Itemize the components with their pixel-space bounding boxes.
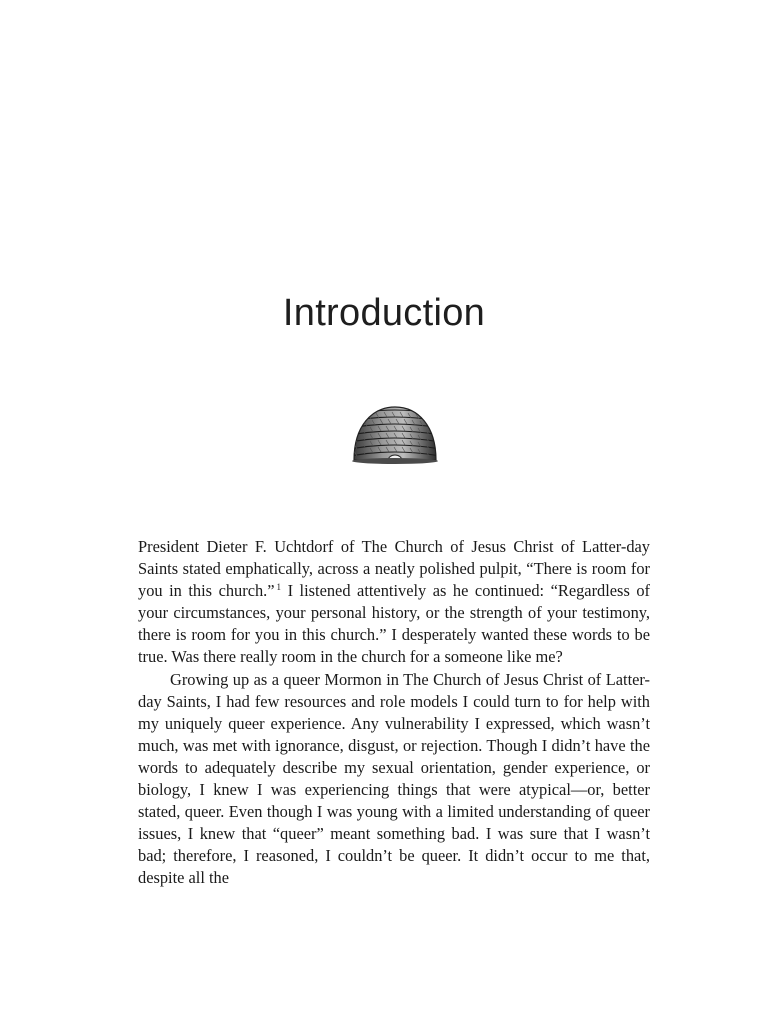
paragraph-1-text: President Dieter F. Uchtdorf of The Church of Jesus Christ of Latter-day Saints stated emphatically, across a neatly polished pulpit, “There is room for you in this church.”: [138, 537, 650, 601]
body-text: [138, 536, 650, 890]
paragraph-1: [138, 536, 650, 669]
footnote-marker[interactable]: 1: [276, 581, 282, 592]
beehive-icon: [350, 404, 440, 466]
chapter-title: Introduction: [282, 292, 486, 334]
paragraph-2: Growing up as a queer Mormon in The Church of Jesus Christ of Latter-day Saints, I had few resources and role models I could turn to for help with my uniquely queer experience. Any vulnerability I expressed, which wasn’t much, was met with ignorance, disgust, or rejection. Though I didn’t have the words to adequately describe my sexual orientation, gender experience, or biology, I knew I was experiencing things that were atypical—or, better stated, queer. Even though I was young with a limited understanding of queer issues, I knew that “queer” meant something bad. I was sure that I wasn’t bad; therefore, I reasoned, I couldn’t be queer. It didn’t occur to me that, despite all the: [138, 669, 650, 888]
paragraph-1-continuation: I listened attentively as he continued: “Regardless of your circumstances, your personal history, or the strength of your testimony, there is room for you in this church.” I desperately wanted these words to be true. Was there really room in the church for a someone like me?: [138, 581, 650, 667]
